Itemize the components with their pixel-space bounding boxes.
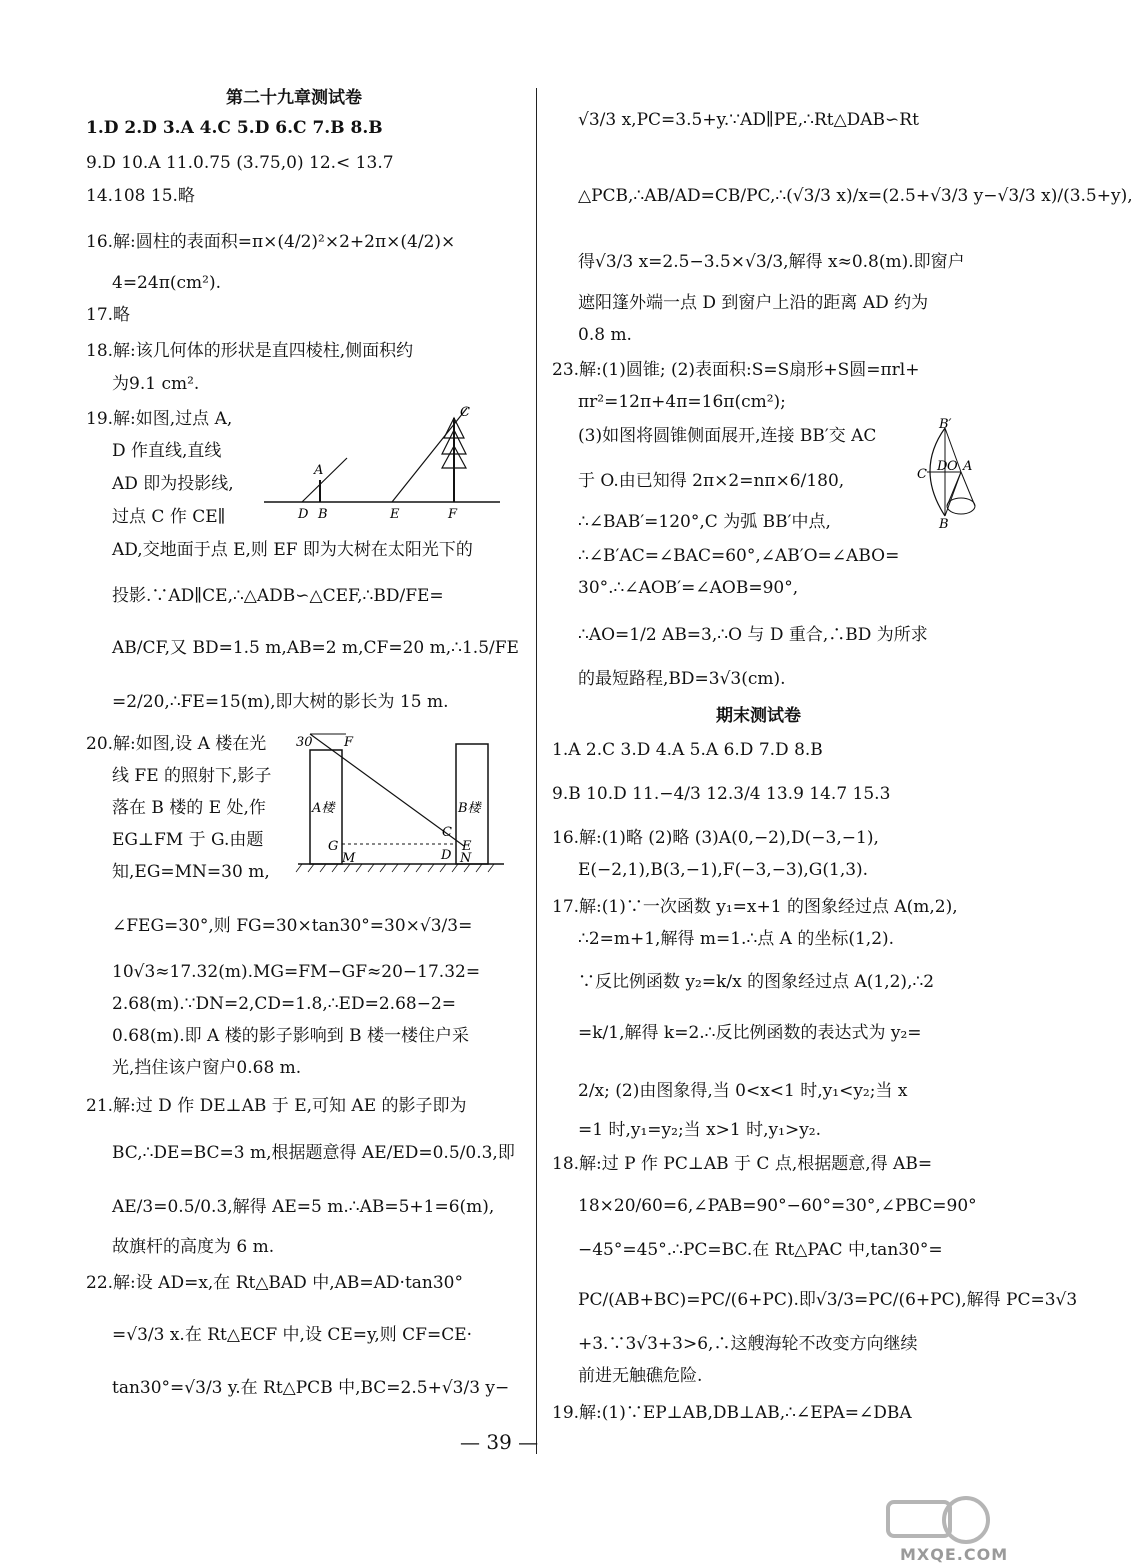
answer-line: 16.解:圆柱的表面积=π×(4/2)²×2+2π×(4/2)× <box>86 232 456 252</box>
answer-line: √3/3 x,PC=3.5+y.∵AD∥PE,∴Rt△DAB∽Rt <box>578 110 919 130</box>
answer-line: (3)如图将圆锥侧面展开,连接 BB′交 AC <box>578 426 877 446</box>
answer-line: 21.解:过 D 作 DE⊥AB 于 E,可知 AE 的影子即为 <box>86 1096 467 1116</box>
answer-line: 为9.1 cm². <box>112 374 200 394</box>
answer-line: 落在 B 楼的 E 处,作 <box>112 798 266 818</box>
label-c: C <box>917 467 927 482</box>
answer-line: =1 时,y₁=y₂;当 x>1 时,y₁>y₂. <box>578 1120 822 1140</box>
answer-line: 知,EG=MN=30 m, <box>112 862 270 882</box>
answer-line: 20.解:如图,设 A 楼在光 <box>86 734 267 754</box>
answer-line: 10√3≈17.32(m).MG=FM−GF≈20−17.32= <box>112 962 481 982</box>
page-number: — 39 — <box>460 1430 539 1454</box>
answer-line: ∠FEG=30°,则 FG=30×tan30°=30×√3/3= <box>112 916 473 936</box>
answer-line: E(−2,1),B(3,−1),F(−3,−3),G(1,3). <box>578 860 869 880</box>
label-c: C <box>442 825 452 840</box>
problem-23-figure <box>915 417 981 532</box>
answer-line: 0.8 m. <box>578 325 632 345</box>
answer-line: 0.68(m).即 A 楼的影子影响到 B 楼一楼住户采 <box>112 1026 470 1046</box>
answer-line: 16.解:(1)略 (2)略 (3)A(0,−2),D(−3,−1), <box>552 828 879 848</box>
answer-line: 17.略 <box>86 305 131 325</box>
answer-line: 18×20/60=6,∠PAB=90°−60°=30°,∠PBC=90° <box>578 1196 977 1216</box>
problem-20-figure <box>296 726 506 876</box>
problem-19-figure <box>262 400 502 530</box>
label-f: F <box>448 507 458 522</box>
answer-line: ∴∠BAB′=120°,C 为弧 BB′中点, <box>578 512 831 532</box>
answer-line: 9.B 10.D 11.−4/3 12.3/4 13.9 14.7 15.3 <box>552 784 891 804</box>
label-b-building: B楼 <box>458 801 481 816</box>
answer-line: EG⊥FM 于 G.由题 <box>112 830 264 850</box>
label-d: D <box>298 507 309 522</box>
label-b: B <box>318 507 328 522</box>
answer-line: =2/20,∴FE=15(m),即大树的影长为 15 m. <box>112 692 449 712</box>
answer-line: 于 O.由已知得 2π×2=nπ×6/180, <box>578 471 845 491</box>
answer-line: 18.解:该几何体的形状是直四棱柱,侧面积约 <box>86 341 414 361</box>
answer-line: 30°.∴∠AOB′=∠AOB=90°, <box>578 578 799 598</box>
label-o: O <box>947 459 958 474</box>
label-a-building: A楼 <box>312 801 335 816</box>
label-a: A <box>314 463 324 478</box>
answer-line: 23.解:(1)圆锥; (2)表面积:S=S扇形+S圆=πrl+ <box>552 360 920 380</box>
answer-line: ∵反比例函数 y₂=k/x 的图象经过点 A(1,2),∴2 <box>578 972 935 992</box>
answer-line: tan30°=√3/3 y.在 Rt△PCB 中,BC=2.5+√3/3 y− <box>112 1378 510 1398</box>
answer-line: 14.108 15.略 <box>86 186 195 206</box>
answer-line: BC,∴DE=BC=3 m,根据题意得 AE/ED=0.5/0.3,即 <box>112 1143 515 1163</box>
label-n: N <box>460 851 472 866</box>
answer-line: 1.D 2.D 3.A 4.C 5.D 6.C 7.B 8.B <box>86 118 383 138</box>
answer-line: 前进无触礁危险. <box>578 1366 703 1386</box>
answer-line: 18.解:过 P 作 PC⊥AB 于 C 点,根据题意,得 AB= <box>552 1154 933 1174</box>
label-d: D <box>937 459 948 474</box>
label-e: E <box>462 839 472 854</box>
label-c: C <box>460 405 470 420</box>
answer-line: PC/(AB+BC)=PC/(6+PC).即√3/3=PC/(6+PC),解得 PC=3√3 <box>578 1290 1078 1310</box>
answer-line: 得√3/3 x=2.5−3.5×√3/3,解得 x≈0.8(m).即窗户 <box>578 252 965 272</box>
label-e: E <box>390 507 400 522</box>
answer-line: 1.A 2.C 3.D 4.A 5.A 6.D 7.D 8.B <box>552 740 823 760</box>
chapter-29-test-title: 第二十九章测试卷 <box>226 88 362 108</box>
answer-line: 投影.∵AD∥CE,∴△ADB∽△CEF,∴BD/FE= <box>112 586 444 606</box>
answer-line: △PCB,∴AB/AD=CB/PC,∴(√3/3 x)/x=(2.5+√3/3 y−√3/3 x)/(3.5+y), <box>578 186 1133 206</box>
answer-line: +3.∵3√3+3>6,∴这艘海轮不改变方向继续 <box>578 1334 918 1354</box>
answer-line: ∴2=m+1,解得 m=1.∴点 A 的坐标(1,2). <box>578 929 895 949</box>
answer-line: AE/3=0.5/0.3,解得 AE=5 m.∴AB=5+1=6(m), <box>112 1197 495 1217</box>
column-divider <box>536 88 537 1454</box>
answer-line: AB/CF,又 BD=1.5 m,AB=2 m,CF=20 m,∴1.5/FE <box>112 638 519 658</box>
label-a: A <box>963 459 973 474</box>
answer-line: 22.解:设 AD=x,在 Rt△BAD 中,AB=AD·tan30° <box>86 1273 463 1293</box>
watermark-text: MXQE.COM <box>900 1545 1009 1564</box>
answer-line: −45°=45°.∴PC=BC.在 Rt△PAC 中,tan30°= <box>578 1240 943 1260</box>
answer-line: AD 即为投影线, <box>112 474 234 494</box>
answer-line: ∴∠B′AC=∠BAC=60°,∠AB′O=∠ABO= <box>578 546 900 566</box>
label-30: 30 <box>296 735 313 750</box>
label-b-prime: B′ <box>939 417 952 432</box>
answer-line: D 作直线,直线 <box>112 441 222 461</box>
answer-line: 故旗杆的高度为 6 m. <box>112 1237 275 1257</box>
answer-line: 2.68(m).∵DN=2,CD=1.8,∴ED=2.68−2= <box>112 994 457 1014</box>
answer-line: =√3/3 x.在 Rt△ECF 中,设 CE=y,则 CF=CE· <box>112 1325 473 1345</box>
answer-line: 的最短路程,BD=3√3(cm). <box>578 669 786 689</box>
final-test-title: 期末测试卷 <box>716 706 801 726</box>
answer-line: AD,交地面于点 E,则 EF 即为大树在太阳光下的 <box>112 540 473 560</box>
answer-line: 17.解:(1)∵一次函数 y₁=x+1 的图象经过点 A(m,2), <box>552 897 958 917</box>
answer-line: =k/1,解得 k=2.∴反比例函数的表达式为 y₂= <box>578 1023 922 1043</box>
label-g: G <box>328 839 339 854</box>
answer-line: 遮阳篷外端一点 D 到窗户上沿的距离 AD 约为 <box>578 293 929 313</box>
label-d: D <box>441 848 452 863</box>
answer-line: 光,挡住该户窗户0.68 m. <box>112 1058 302 1078</box>
label-f: F <box>344 735 354 750</box>
answer-line: πr²=12π+4π=16π(cm²); <box>578 392 786 412</box>
answer-line: 线 FE 的照射下,影子 <box>112 766 272 786</box>
answer-line: 过点 C 作 CE∥ <box>112 507 226 527</box>
answer-line: 19.解:如图,过点 A, <box>86 409 233 429</box>
label-m: M <box>342 851 356 866</box>
answer-line: 19.解:(1)∵EP⊥AB,DB⊥AB,∴∠EPA=∠DBA <box>552 1403 912 1423</box>
answer-line: 4=24π(cm²). <box>112 273 221 293</box>
answer-line: 2/x; (2)由图象得,当 0<x<1 时,y₁<y₂;当 x <box>578 1081 908 1101</box>
answer-line: 9.D 10.A 11.0.75 (3.75,0) 12.< 13.7 <box>86 153 394 173</box>
label-b: B <box>939 517 949 532</box>
answer-line: ∴AO=1/2 AB=3,∴O 与 D 重合,∴BD 为所求 <box>578 625 928 645</box>
